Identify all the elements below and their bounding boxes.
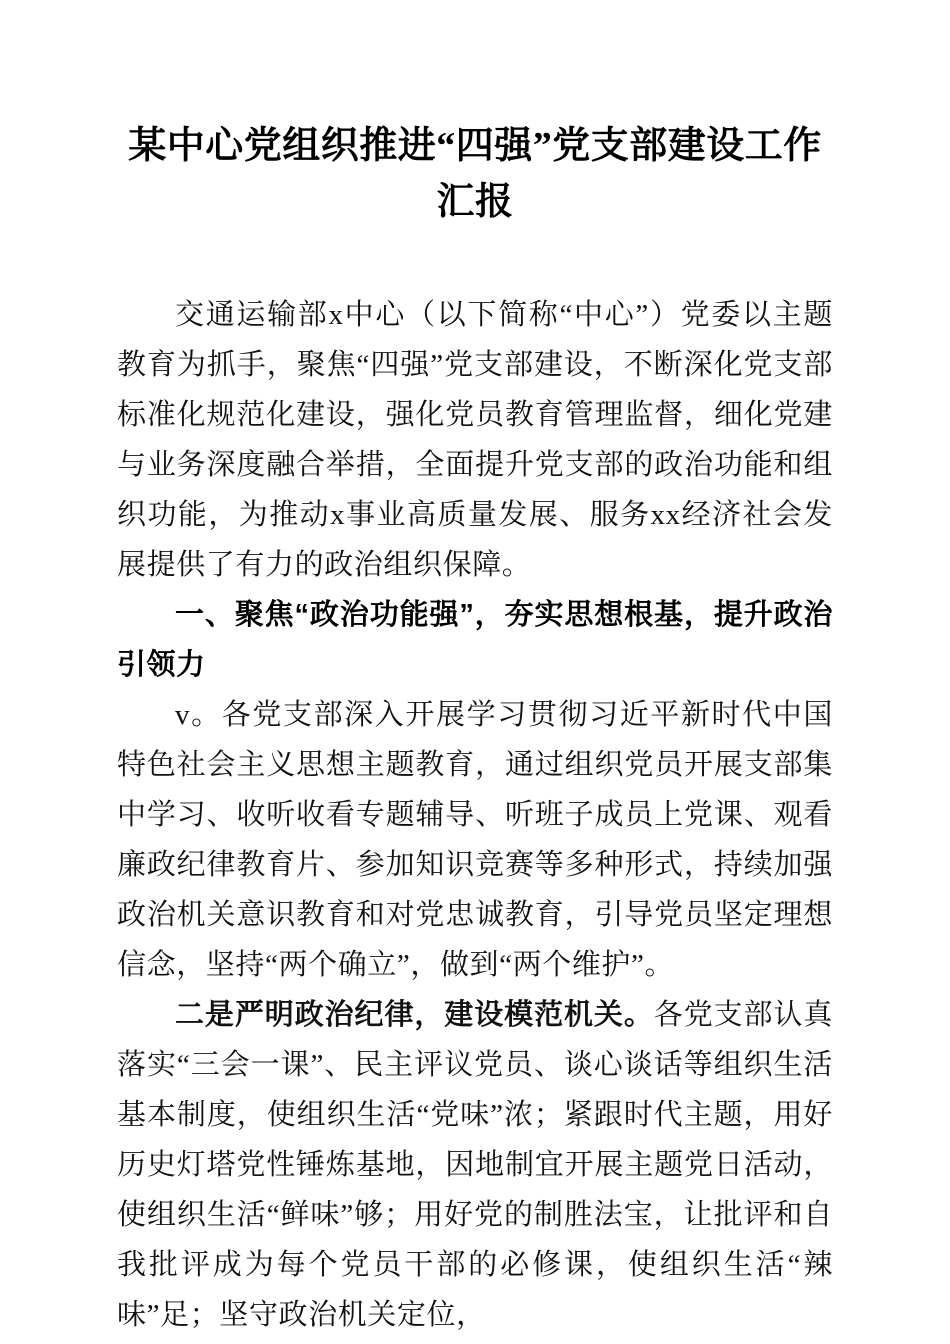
paragraph-lead-body: 各党支部认真落实“三会一课”、民主评议党员、谈心谈话等组织生活基本制度，使组织生活“党味”浓；紧跟时代主题，用好历史灯塔党性锤炼基地，因地制宜开展主题党日活动，使组织生活“鲜味”够；用好党的制胜法宝，让批评和自我批评成为每个党员干部的必修课，使组织生活“辣味”足；坚守政治机关定位， <box>117 999 833 1331</box>
section-heading-one: 一、聚焦“政治功能强”，夯实思想根基，提升政治引领力 <box>117 599 833 681</box>
paragraph-political-discipline <box>117 990 833 1340</box>
paragraph-lead-label: 二是严明政治纪律，建设模范机关。 <box>175 999 654 1031</box>
page-title: 某中心党组织推进“四强”党支部建设工作汇报 <box>128 125 822 223</box>
title-spacer <box>117 230 833 290</box>
paragraph-political-education: v。各党支部深入开展学习贯彻习近平新时代中国特色社会主义思想主题教育，通过组织党员开展支部集中学习、收听收看专题辅导、听班子成员上党课、观看廉政纪律教育片、参加知识竞赛等多种形式，持续加强政治机关意识教育和对党忠诚教育，引导党员坚定理想信念，坚持“两个确立”，做到“两个维护”。 <box>117 699 833 981</box>
paragraph-intro: 交通运输部x中心（以下简称“中心”）党委以主题教育为抓手，聚焦“四强”党支部建设，不断深化党支部标准化规范化建设，强化党员教育管理监督，细化党建与业务深度融合举措，全面提升党支部的政治功能和组织功能，为推动x事业高质量发展、服务xx经济社会发展提供了有力的政治组织保障。 <box>117 299 833 581</box>
document-content <box>117 118 833 1340</box>
